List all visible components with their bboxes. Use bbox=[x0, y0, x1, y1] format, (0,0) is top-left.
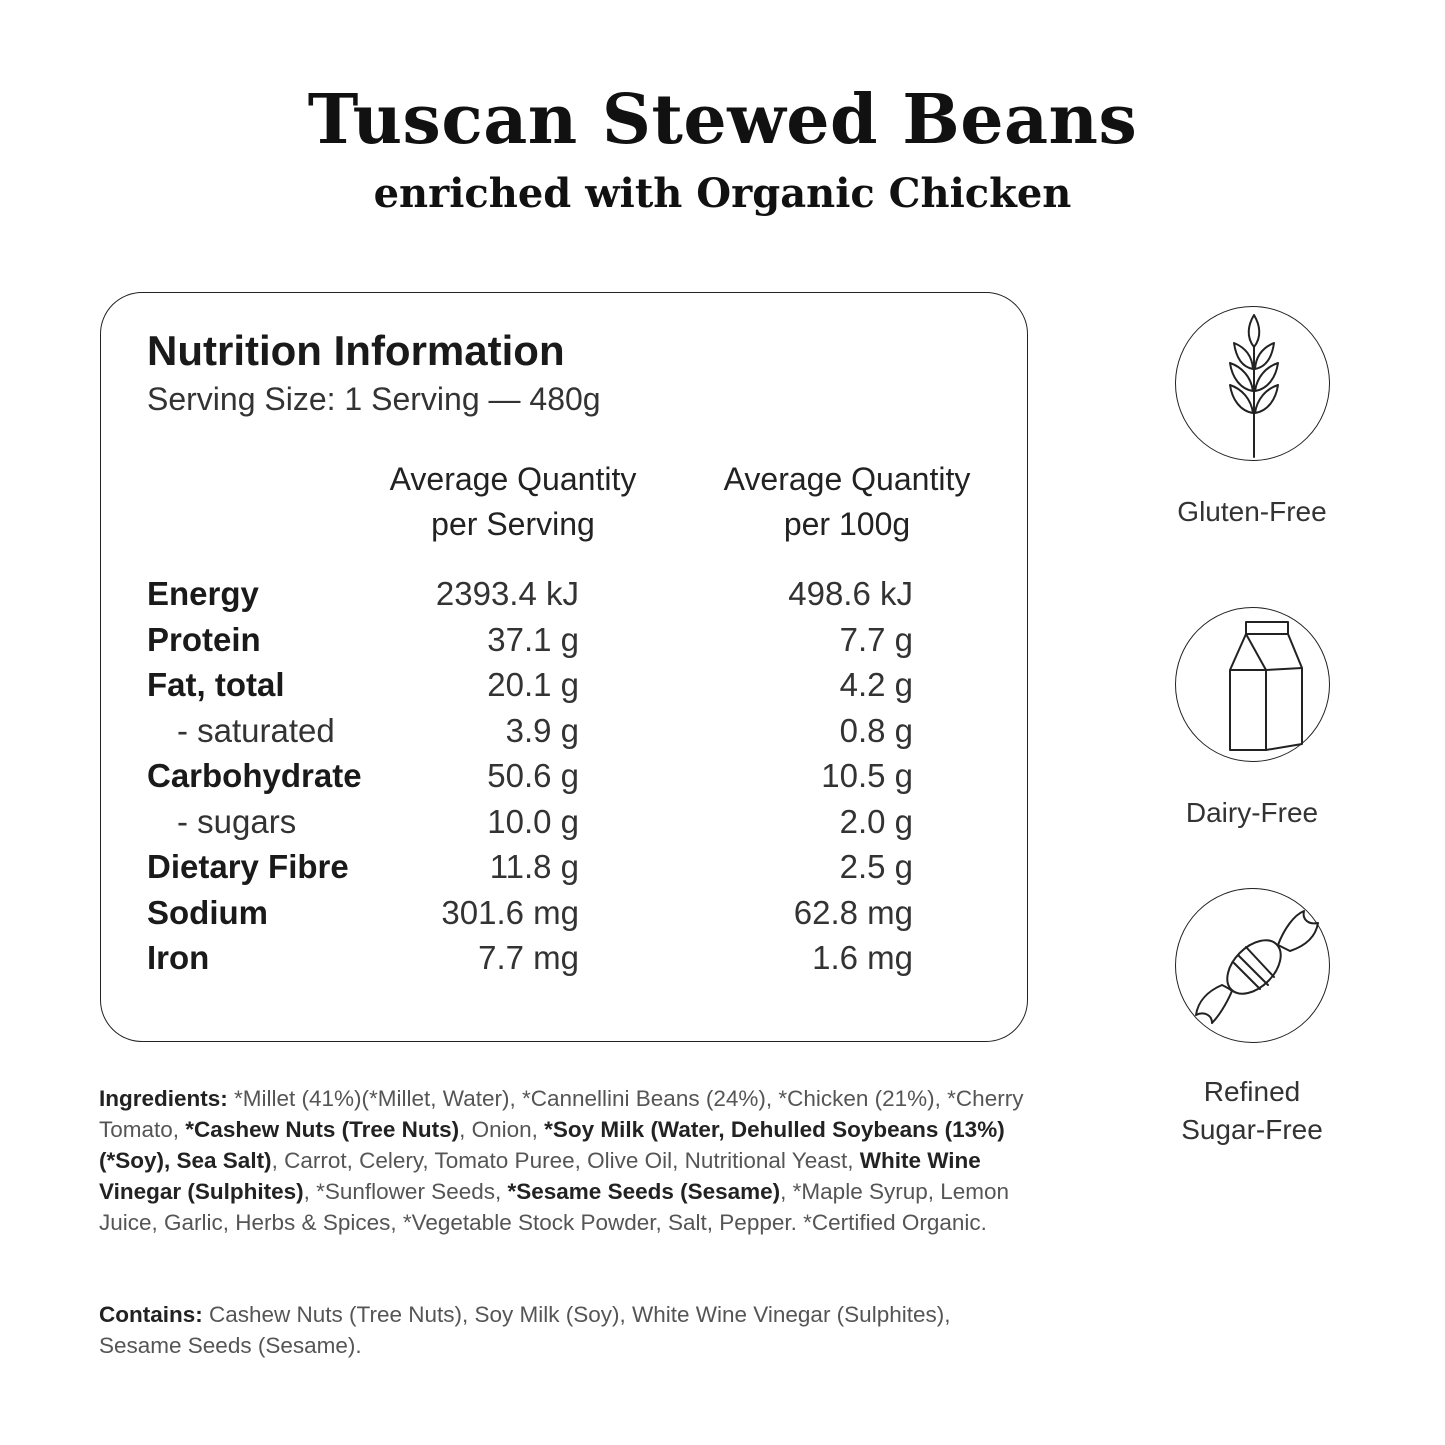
nutrition-title: Nutrition Information bbox=[147, 327, 565, 374]
nutrient-name: - saturated bbox=[177, 711, 335, 749]
per-100g-value: 2.5 g bbox=[839, 848, 913, 885]
per-100g-value: 62.8 mg bbox=[793, 893, 913, 931]
badge-label: Gluten-Free bbox=[1177, 496, 1327, 527]
column-header-per-serving: Average Quantity per Serving bbox=[389, 461, 637, 542]
table-row bbox=[147, 708, 967, 754]
contains-text: Contains: Cashew Nuts (Tree Nuts), Soy Milk (Soy), White Wine Vinegar (Sulphites), Sesame Seeds (Sesame). bbox=[99, 1302, 951, 1358]
nutrient-name: Fat, total bbox=[147, 666, 285, 703]
nutrient-name: Energy bbox=[147, 575, 259, 612]
milk-carton-icon bbox=[1176, 608, 1331, 763]
table-row bbox=[147, 662, 967, 708]
contains-label: Contains: bbox=[99, 1302, 203, 1327]
per-serving-value: 37.1 g bbox=[487, 620, 579, 658]
per-serving-value: 11.8 g bbox=[489, 848, 579, 885]
per-100g-value: 4.2 g bbox=[839, 666, 913, 703]
table-row bbox=[147, 571, 967, 617]
table-row bbox=[147, 799, 967, 845]
per-100g-value: 10.5 g bbox=[821, 757, 913, 794]
badge-label: Dairy-Free bbox=[1185, 797, 1319, 828]
product-title: Tuscan Stewed Beans bbox=[307, 80, 1138, 160]
per-serving-value: 3.9 g bbox=[505, 711, 579, 749]
per-serving-value: 50.6 g bbox=[487, 757, 579, 794]
nutrient-name: Carbohydrate bbox=[147, 757, 362, 794]
per-serving-value: 10.0 g bbox=[487, 802, 579, 840]
nutrition-panel bbox=[100, 292, 1028, 1042]
nutrient-name: - sugars bbox=[177, 802, 297, 840]
badge-circle bbox=[1175, 607, 1330, 762]
per-100g-value: 0.8 g bbox=[839, 711, 913, 749]
per-100g-value: 2.0 g bbox=[839, 802, 913, 840]
ingredients-label: Ingredients: bbox=[99, 1086, 228, 1111]
per-100g-value: 7.7 g bbox=[839, 620, 913, 658]
badge-dairy-free bbox=[1152, 607, 1352, 832]
per-serving-value: 2393.4 kJ bbox=[435, 575, 579, 612]
product-subtitle: enriched with Organic Chicken bbox=[373, 170, 1072, 217]
wheat-icon bbox=[1176, 307, 1331, 462]
per-serving-value: 7.7 mg bbox=[478, 939, 579, 976]
candy-icon bbox=[1176, 889, 1331, 1044]
badge-circle bbox=[1175, 888, 1330, 1043]
badge-label: Refined Sugar-Free bbox=[1181, 1076, 1323, 1145]
per-100g-value: 498.6 kJ bbox=[788, 575, 913, 612]
table-row bbox=[147, 935, 967, 981]
per-100g-value: 1.6 mg bbox=[812, 939, 913, 976]
per-serving-value: 301.6 mg bbox=[441, 893, 579, 931]
table-row bbox=[147, 890, 967, 936]
badge-circle bbox=[1175, 306, 1330, 461]
serving-size: Serving Size: 1 Serving — 480g bbox=[147, 381, 601, 417]
per-serving-value: 20.1 g bbox=[487, 666, 579, 703]
nutrition-rows bbox=[147, 571, 967, 981]
badge-gluten-free bbox=[1152, 306, 1352, 531]
nutrient-name: Protein bbox=[147, 620, 261, 658]
table-row bbox=[147, 844, 967, 890]
nutrient-name: Dietary Fibre bbox=[147, 848, 349, 885]
badge-refined-sugar-free bbox=[1152, 888, 1352, 1149]
nutrient-name: Sodium bbox=[147, 893, 268, 931]
nutrient-name: Iron bbox=[147, 939, 210, 976]
column-header-per-100g: Average Quantity per 100g bbox=[723, 461, 971, 542]
ingredients-text: Ingredients: *Millet (41%)(*Millet, Water), *Cannellini Beans (24%), *Chicken (21%), *Cherry Tomato, *Cashew Nuts (Tree Nuts), Onion, *Soy Milk (Water, Dehulled Soybeans (13%)(*Soy), Sea Salt), Carrot, Celery, Tomato Puree, Olive Oil, Nutritional Yeast, White Wine Vinegar (Sulphites), *Sunflower Seeds, *Sesame Seeds (Sesame), *Maple Syrup, Lemon Juice, Garlic, Herbs & Spices, *Vegetable Stock Powder, Salt, Pepper. *Certified Organic. bbox=[99, 1086, 1024, 1235]
table-row bbox=[147, 617, 967, 663]
table-row bbox=[147, 753, 967, 799]
